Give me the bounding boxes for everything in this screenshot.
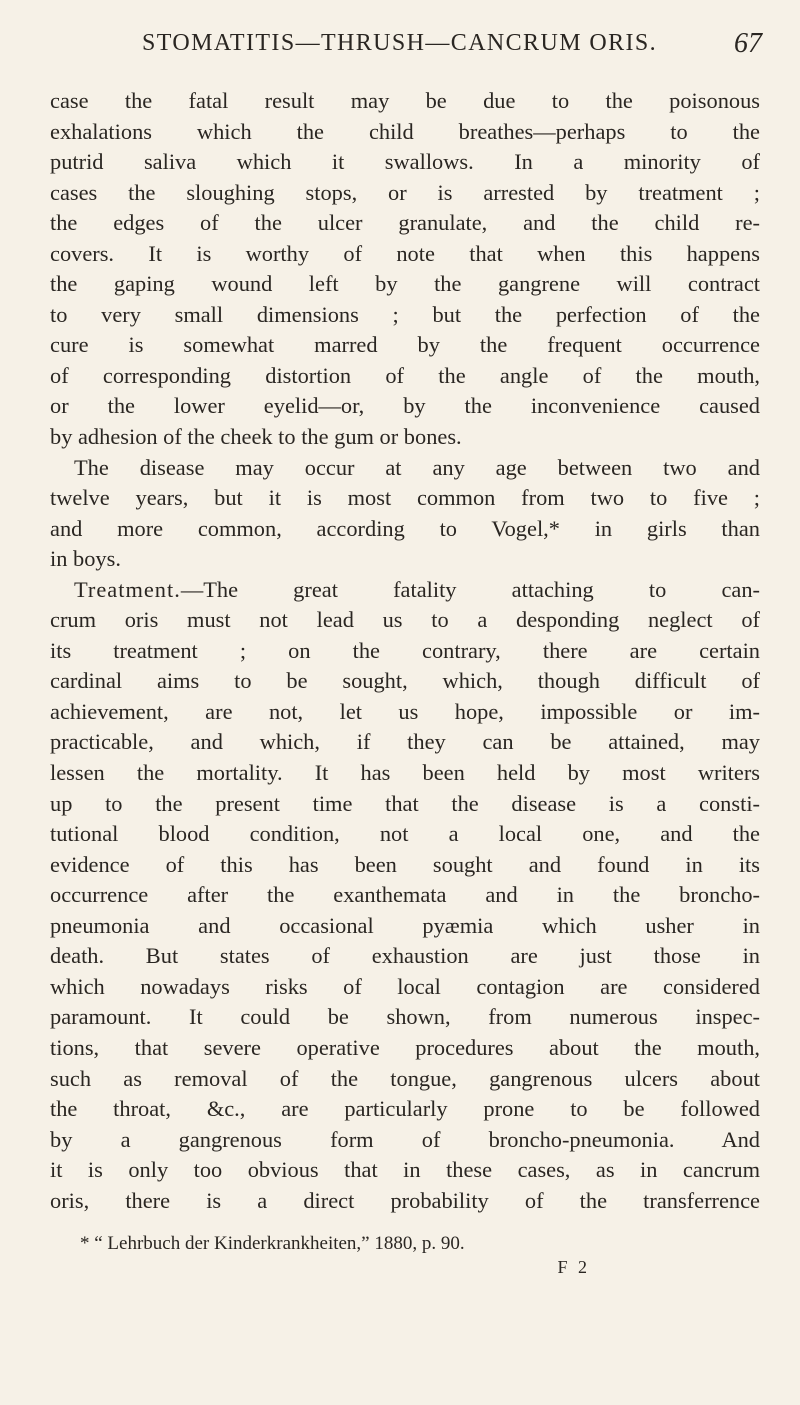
page-number: 67: [734, 28, 762, 59]
text-line: exhalations which the child breathes—perhaps to the: [50, 118, 760, 144]
text-line: the edges of the ulcer granulate, and the child re-: [50, 210, 760, 236]
paragraph-age: [50, 453, 760, 575]
paragraph-treatment: [50, 575, 760, 1216]
text-line: practicable, and which, if they can be attained, may: [50, 729, 760, 755]
text-line: twelve years, but it is most common from two to five ;: [50, 485, 760, 511]
text-line: death. But states of exhaustion are just those in: [50, 943, 760, 969]
text-line: [50, 575, 760, 606]
text-line: oris, there is a direct probability of the transferrence: [50, 1187, 760, 1213]
text-line: it is only too obvious that in these cases, as in cancrum: [50, 1157, 760, 1183]
book-page: [50, 30, 760, 1278]
footnote: * “ Lehrbuch der Kinderkrankheiten,” 1880, p. 90.: [80, 1233, 465, 1255]
text-line: paramount. It could be shown, from numerous inspec-: [50, 1004, 760, 1030]
text-line: cases the sloughing stops, or is arrested by treatment ;: [50, 179, 760, 205]
text-line: achievement, are not, let us hope, impossible or im-: [50, 698, 760, 724]
running-title: STOMATITIS—THRUSH—CANCRUM ORIS.: [142, 30, 658, 56]
text-line: and more common, according to Vogel,* in girls than: [50, 515, 760, 541]
text-line: cardinal aims to be sought, which, though difficult of: [50, 668, 760, 694]
text-line: in boys.: [50, 546, 121, 572]
running-head: [50, 30, 760, 70]
text-line: such as removal of the tongue, gangrenous ulcers about: [50, 1065, 760, 1091]
text-line: to very small dimensions ; but the perfection of the: [50, 301, 760, 327]
paragraph-prognosis: [50, 86, 760, 453]
text-line: covers. It is worthy of note that when this happens: [50, 240, 760, 266]
text-line: evidence of this has been sought and found in its: [50, 851, 760, 877]
text-line: crum oris must not lead us to a desponding neglect of: [50, 607, 760, 633]
signature-mark: F 2: [557, 1257, 590, 1278]
text-line: the throat, &c., are particularly prone to be followed: [50, 1096, 760, 1122]
text-line: of corresponding distortion of the angle of the mouth,: [50, 362, 760, 388]
text-line: by a gangrenous form of broncho-pneumonia. And: [50, 1126, 760, 1152]
text-line: The disease may occur at any age between two and: [74, 454, 760, 480]
text-line: which nowadays risks of local contagion are considered: [50, 973, 760, 999]
text-line: up to the present time that the disease is a consti-: [50, 790, 760, 816]
text-line: by adhesion of the cheek to the gum or bones.: [50, 424, 462, 450]
text-line: case the fatal result may be due to the poisonous: [50, 88, 760, 113]
text-line: lessen the mortality. It has been held by most writers: [50, 760, 760, 786]
text-line: putrid saliva which it swallows. In a minority of: [50, 149, 760, 175]
text-line: tutional blood condition, not a local one, and the: [50, 821, 760, 847]
text-line: pneumonia and occasional pyæmia which usher in: [50, 912, 760, 938]
text-line: occurrence after the exanthemata and in the broncho-: [50, 882, 760, 908]
side-heading-treatment: Treatment.: [74, 576, 181, 602]
text-line: the gaping wound left by the gangrene will contract: [50, 271, 760, 297]
text-line: cure is somewhat marred by the frequent occurrence: [50, 332, 760, 358]
text-line: or the lower eyelid—or, by the inconvenience caused: [50, 393, 760, 419]
body-text: [50, 86, 760, 1216]
text-run: —The great fatality attaching to can-: [180, 576, 760, 602]
text-line: tions, that severe operative procedures about the mouth,: [50, 1034, 760, 1060]
text-line: its treatment ; on the contrary, there are certain: [50, 637, 760, 663]
